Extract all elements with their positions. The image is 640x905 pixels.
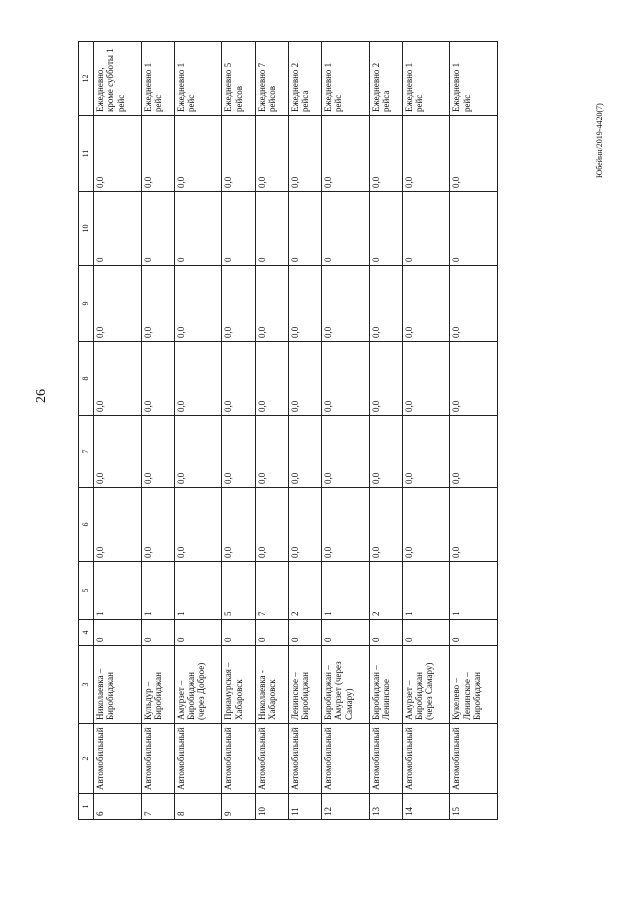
cell-col7: 0,0 <box>94 416 142 488</box>
schedule: Ежедневно 1 рейс <box>402 42 450 116</box>
column-header: 8 <box>79 342 94 416</box>
cell-col5: 1 <box>94 562 142 620</box>
cell-col9: 0,0 <box>222 266 255 342</box>
cell-col6: 0,0 <box>288 488 321 562</box>
cell-col8: 0,0 <box>94 342 142 416</box>
cell-col6: 0,0 <box>402 488 450 562</box>
cell-col6: 0,0 <box>222 488 255 562</box>
cell-col7: 0,0 <box>369 416 402 488</box>
route-name: Кукелево – Ленинское – Биробиджан <box>450 646 498 724</box>
cell-col4: 0 <box>141 620 174 646</box>
cell-col11: 0,0 <box>94 116 142 192</box>
table-row <box>174 42 222 820</box>
column-header: 12 <box>79 42 94 116</box>
cell-col8: 0,0 <box>402 342 450 416</box>
cell-col7: 0,0 <box>288 416 321 488</box>
cell-col10: 0 <box>222 192 255 266</box>
column-header: 11 <box>79 116 94 192</box>
cell-col4: 0 <box>369 620 402 646</box>
cell-col6: 0,0 <box>255 488 288 562</box>
column-header: 7 <box>79 416 94 488</box>
table-row <box>450 42 498 820</box>
cell-col8: 0,0 <box>369 342 402 416</box>
cell-col11: 0,0 <box>222 116 255 192</box>
cell-col10: 0 <box>450 192 498 266</box>
cell-col7: 0,0 <box>141 416 174 488</box>
cell-col9: 0,0 <box>369 266 402 342</box>
row-number: 10 <box>255 794 288 820</box>
schedule: Ежедневно 1 рейс <box>450 42 498 116</box>
cell-col8: 0,0 <box>222 342 255 416</box>
cell-col6: 0,0 <box>369 488 402 562</box>
schedule: Ежедневно 2 рейса <box>369 42 402 116</box>
cell-col8: 0,0 <box>288 342 321 416</box>
row-number: 13 <box>369 794 402 820</box>
cell-col9: 0,0 <box>255 266 288 342</box>
column-header: 3 <box>79 646 94 724</box>
cell-col7: 0,0 <box>321 416 369 488</box>
transport-type: Автомобильный <box>321 724 369 794</box>
table-header-row <box>79 42 94 820</box>
table-row <box>94 42 142 820</box>
row-number: 12 <box>321 794 369 820</box>
cell-col11: 0,0 <box>255 116 288 192</box>
table-row <box>369 42 402 820</box>
cell-col6: 0,0 <box>174 488 222 562</box>
transport-type: Автомобильный <box>255 724 288 794</box>
cell-col10: 0 <box>94 192 142 266</box>
cell-col9: 0,0 <box>402 266 450 342</box>
cell-col10: 0 <box>369 192 402 266</box>
route-name: Ленинское – Биробиджан <box>288 646 321 724</box>
cell-col7: 0,0 <box>450 416 498 488</box>
transport-type: Автомобильный <box>288 724 321 794</box>
cell-col5: 1 <box>321 562 369 620</box>
cell-col9: 0,0 <box>94 266 142 342</box>
cell-col5: 1 <box>174 562 222 620</box>
route-name: Николаевка – Биробиджан <box>94 646 142 724</box>
cell-col8: 0,0 <box>174 342 222 416</box>
transport-type: Автомобильный <box>222 724 255 794</box>
cell-col5: 2 <box>369 562 402 620</box>
cell-col5: 2 <box>288 562 321 620</box>
cell-col11: 0,0 <box>369 116 402 192</box>
cell-col4: 0 <box>255 620 288 646</box>
transport-type: Автомобильный <box>141 724 174 794</box>
column-header: 10 <box>79 192 94 266</box>
row-number: 9 <box>222 794 255 820</box>
cell-col8: 0,0 <box>255 342 288 416</box>
column-header: 4 <box>79 620 94 646</box>
column-header: 1 <box>79 794 94 820</box>
table-row <box>141 42 174 820</box>
schedule: Ежедневно 7 рейсов <box>255 42 288 116</box>
table-row <box>222 42 255 820</box>
schedule: Ежедневно 1 рейс <box>174 42 222 116</box>
cell-col7: 0,0 <box>255 416 288 488</box>
table-row <box>402 42 450 820</box>
cell-col4: 0 <box>450 620 498 646</box>
route-name: Николаевка - Хабаровск <box>255 646 288 724</box>
cell-col8: 0,0 <box>141 342 174 416</box>
schedule: Ежедневно 2 рейса <box>288 42 321 116</box>
cell-col5: 1 <box>141 562 174 620</box>
column-header: 6 <box>79 488 94 562</box>
rotated-table-container <box>78 42 498 820</box>
cell-col6: 0,0 <box>94 488 142 562</box>
cell-col8: 0,0 <box>450 342 498 416</box>
cell-col10: 0 <box>174 192 222 266</box>
row-number: 15 <box>450 794 498 820</box>
cell-col10: 0 <box>141 192 174 266</box>
route-name: Биробиджан – Ленинское <box>369 646 402 724</box>
cell-col5: 7 <box>255 562 288 620</box>
route-name: Кульдур – Биробиджан <box>141 646 174 724</box>
cell-col4: 0 <box>222 620 255 646</box>
row-number: 14 <box>402 794 450 820</box>
cell-col7: 0,0 <box>174 416 222 488</box>
schedule: Ежедневно 1 рейс <box>321 42 369 116</box>
transport-type: Автомобильный <box>450 724 498 794</box>
cell-col4: 0 <box>402 620 450 646</box>
table-body <box>94 42 498 820</box>
cell-col7: 0,0 <box>222 416 255 488</box>
column-header: 5 <box>79 562 94 620</box>
cell-col4: 0 <box>94 620 142 646</box>
cell-col9: 0,0 <box>321 266 369 342</box>
cell-col9: 0,0 <box>450 266 498 342</box>
route-name: Амурзет – Биробиджан (через Самару) <box>402 646 450 724</box>
row-number: 11 <box>288 794 321 820</box>
schedule: Ежедневно 5 рейсов <box>222 42 255 116</box>
cell-col4: 0 <box>174 620 222 646</box>
transport-type: Автомобильный <box>402 724 450 794</box>
cell-col5: 1 <box>402 562 450 620</box>
table-row <box>321 42 369 820</box>
cell-col6: 0,0 <box>321 488 369 562</box>
cell-col9: 0,0 <box>288 266 321 342</box>
cell-col11: 0,0 <box>402 116 450 192</box>
cell-col11: 0,0 <box>321 116 369 192</box>
row-number: 7 <box>141 794 174 820</box>
transport-type: Автомобильный <box>369 724 402 794</box>
cell-col5: 5 <box>222 562 255 620</box>
cell-col8: 0,0 <box>321 342 369 416</box>
route-name: Амурзет – Биробиджан (через Доброе) <box>174 646 222 724</box>
cell-col4: 0 <box>288 620 321 646</box>
schedule: Ежедневно 1 рейс <box>141 42 174 116</box>
cell-col10: 0 <box>255 192 288 266</box>
route-name: Приамурская – Хабаровск <box>222 646 255 724</box>
table-row <box>255 42 288 820</box>
cell-col5: 1 <box>450 562 498 620</box>
document-stamp: Юбейнн/2019-4420(7) <box>595 103 604 178</box>
cell-col11: 0,0 <box>141 116 174 192</box>
cell-col4: 0 <box>321 620 369 646</box>
cell-col7: 0,0 <box>402 416 450 488</box>
table-row <box>288 42 321 820</box>
transport-type: Автомобильный <box>94 724 142 794</box>
cell-col6: 0,0 <box>450 488 498 562</box>
cell-col6: 0,0 <box>141 488 174 562</box>
column-header: 9 <box>79 266 94 342</box>
cell-col11: 0,0 <box>288 116 321 192</box>
cell-col10: 0 <box>288 192 321 266</box>
row-number: 6 <box>94 794 142 820</box>
schedule: Ежедневно, кроме субботы 1 рейс <box>94 42 142 116</box>
cell-col10: 0 <box>402 192 450 266</box>
route-name: Биробиджан – Амурзет (через Самару) <box>321 646 369 724</box>
column-header: 2 <box>79 724 94 794</box>
page-number: 26 <box>34 389 49 403</box>
row-number: 8 <box>174 794 222 820</box>
cell-col10: 0 <box>321 192 369 266</box>
cell-col11: 0,0 <box>450 116 498 192</box>
routes-table <box>78 41 498 820</box>
transport-type: Автомобильный <box>174 724 222 794</box>
cell-col9: 0,0 <box>174 266 222 342</box>
cell-col9: 0,0 <box>141 266 174 342</box>
cell-col11: 0,0 <box>174 116 222 192</box>
